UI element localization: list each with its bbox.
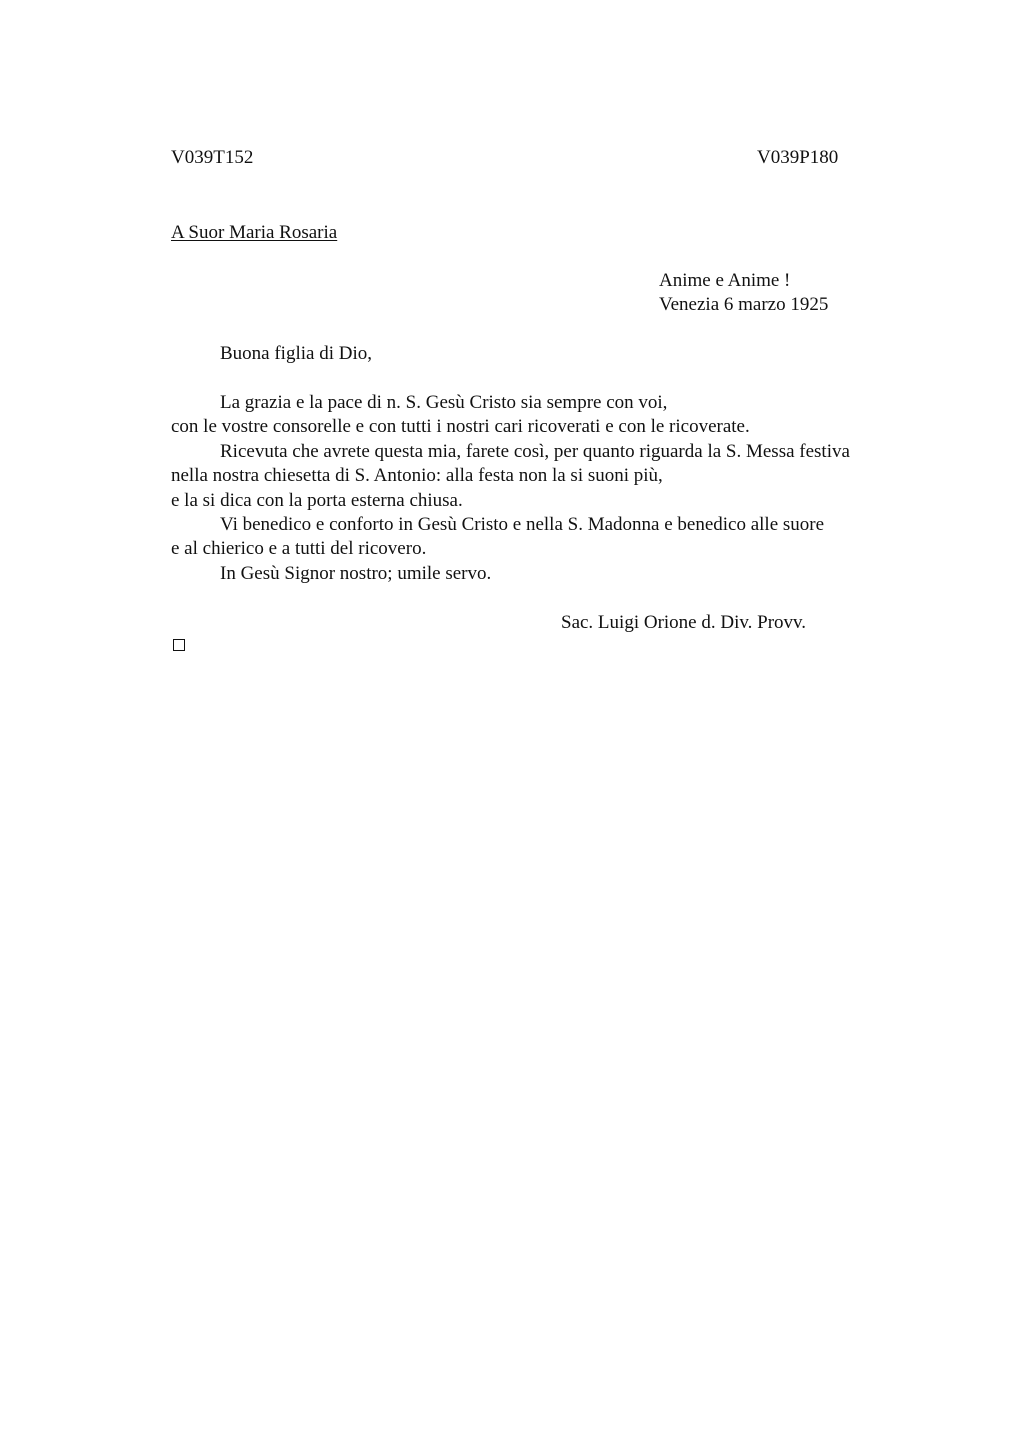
body-line: La grazia e la pace di n. S. Gesù Cristo sia sempre con voi,	[220, 392, 668, 413]
letter-body	[171, 391, 951, 586]
body-line: nella nostra chiesetta di S. Antonio: alla festa non la si suoni più,	[171, 465, 663, 487]
body-line: e al chierico e a tutti del ricovero.	[171, 538, 427, 560]
body-line: e la si dica con la porta esterna chiusa.	[171, 489, 463, 511]
salutation: Buona figlia di Dio,	[220, 343, 372, 364]
document-ref-right: V039P180	[757, 147, 839, 168]
document-ref-left: V039T152	[171, 147, 254, 168]
recipient-heading: A Suor Maria Rosaria	[171, 222, 338, 243]
body-line: In Gesù Signor nostro; umile servo.	[220, 562, 492, 584]
body-line: Vi benedico e conforto in Gesù Cristo e nella S. Madonna e benedico alle suore	[220, 514, 825, 536]
signature-line: Sac. Luigi Orione d. Div. Provv.	[561, 612, 807, 633]
motto-line: Anime e Anime !	[659, 270, 791, 291]
placeholder-box-icon	[173, 639, 185, 651]
body-line: con le vostre consorelle e con tutti i nostri cari ricoverati e con le ricoverate.	[171, 416, 750, 438]
place-date-line: Venezia 6 marzo 1925	[659, 294, 829, 315]
body-line: Ricevuta che avrete questa mia, farete così, per quanto riguarda la S. Messa festiva	[220, 440, 850, 462]
